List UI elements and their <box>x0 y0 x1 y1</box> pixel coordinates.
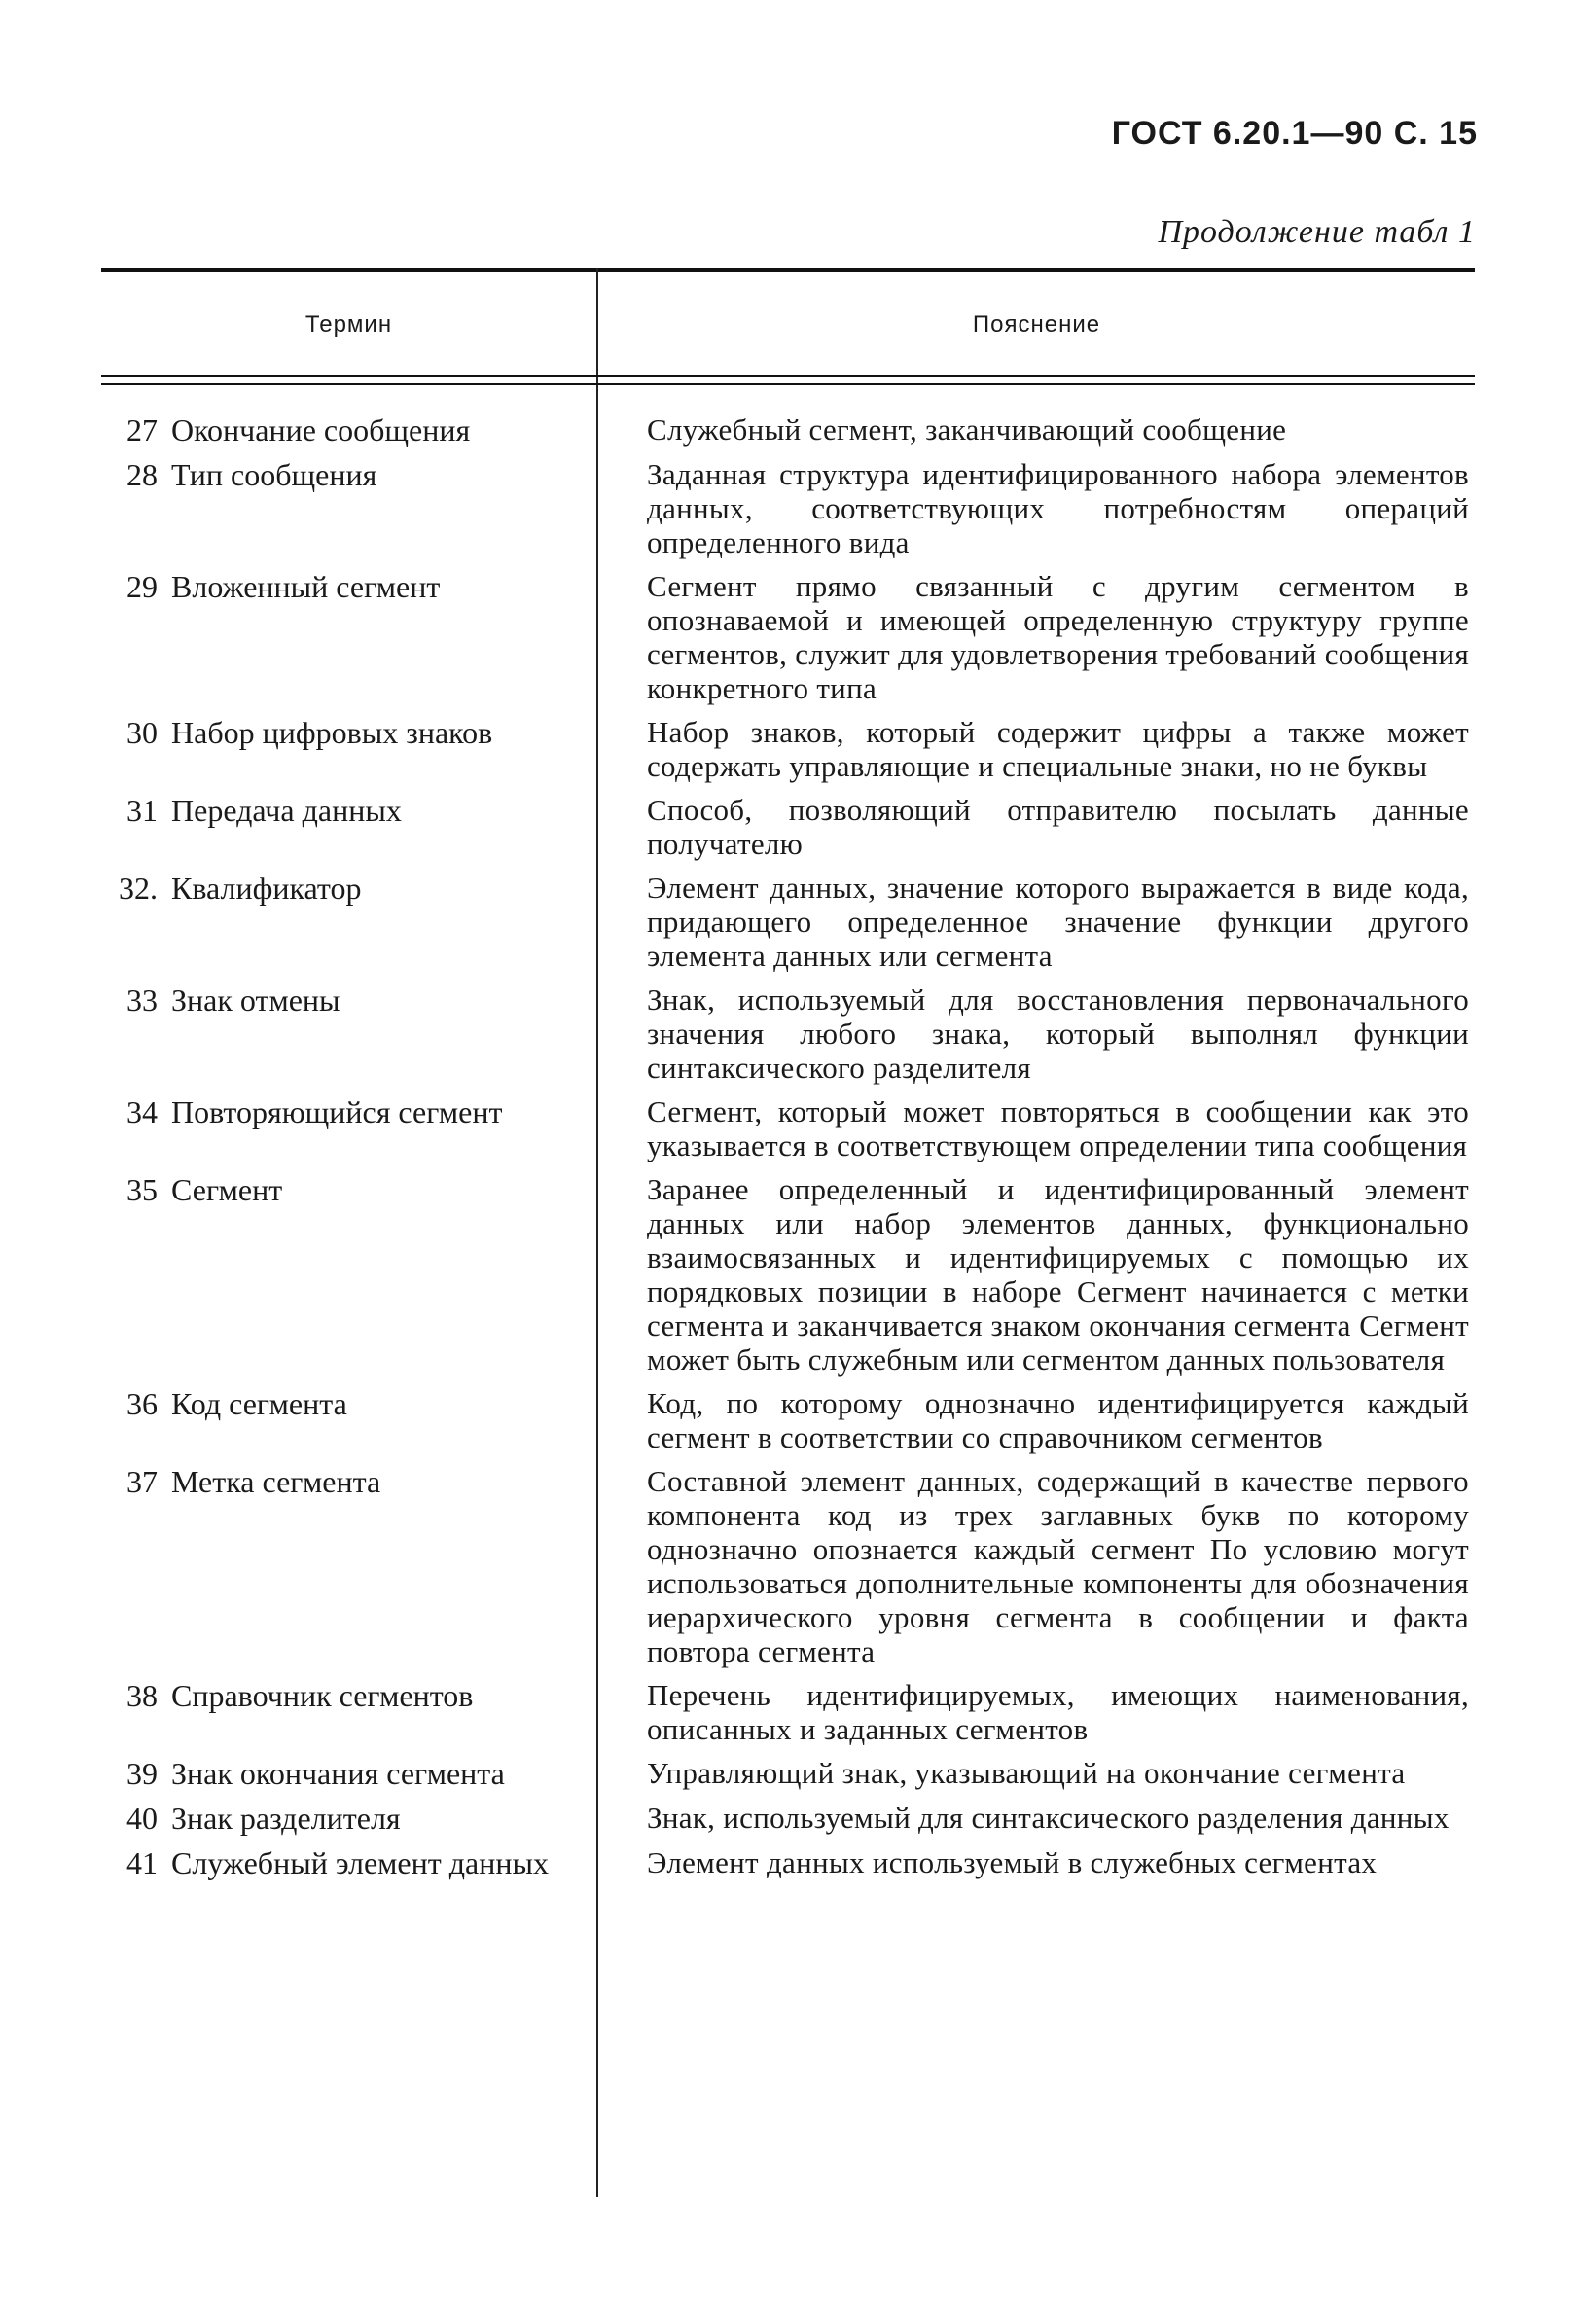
term-number: 30 <box>126 715 158 750</box>
term-number: 40 <box>126 1801 158 1836</box>
term-number: 33 <box>126 983 158 1018</box>
explanation-cell: Заранее определенный и идентифицированный элемент данных или набор элементов данных, функционально взаимосвязанных и идентифицируемых с помощью их порядковых позиции в наборе Сегмент начинается с метки сегмента и заканчивается знаком окончания сегмента Сегмент может быть служебным или сегментом данных пользователя <box>647 1172 1469 1377</box>
explanation-cell: Знак, используемый для восстановления первоначального значения любого знака, который выполнял функции синтаксического разделителя <box>647 983 1469 1085</box>
table-top-rule <box>101 268 1475 272</box>
term-cell <box>101 1464 596 1668</box>
explanation-cell: Составной элемент данных, содержащий в качестве первого компонента код из трех заглавных букв по которому однозначно опознается каждый сегмент По условию могут использоваться дополнительные компоненты для обозначения иерархического уровня сегмента в сообщении и факта повтора сегмента <box>647 1464 1469 1668</box>
term-number: 32. <box>119 871 158 906</box>
explanation-cell: Перечень идентифицируемых, имеющих наименования, описанных и заданных сегментов <box>647 1678 1469 1746</box>
explanation-cell: Способ, позволяющий отправителю посылать данные получателю <box>647 793 1469 861</box>
term-cell <box>101 1172 596 1377</box>
term-text: Набор цифровых знаков <box>171 715 493 750</box>
term-text: Знак окончания сегмента <box>171 1756 505 1791</box>
table-continuation-label: Продолжение табл 1 <box>1158 214 1476 250</box>
term-text: Тип сообщения <box>171 457 377 492</box>
term-number: 38 <box>126 1678 158 1713</box>
table-row <box>101 1678 1475 1746</box>
term-text: Окончание сообщения <box>171 412 471 447</box>
term-cell <box>101 1756 596 1791</box>
term-text: Повторяющийся сегмент <box>171 1094 503 1129</box>
table-body <box>101 412 1475 1890</box>
explanation-cell: Элемент данных используемый в служебных сегментах <box>647 1845 1378 1879</box>
terms-table <box>101 265 1475 2210</box>
table-row <box>101 1845 1475 1880</box>
explanation-cell: Элемент данных, значение которого выражается в виде кода, придающего определенное значение функции другого элемента данных или сегмента <box>647 871 1469 973</box>
term-number: 39 <box>126 1756 158 1791</box>
table-row <box>101 715 1475 783</box>
table-row <box>101 793 1475 861</box>
table-row <box>101 1172 1475 1377</box>
term-text: Метка сегмента <box>171 1464 381 1499</box>
term-number: 36 <box>126 1386 158 1421</box>
term-cell <box>101 1678 596 1746</box>
table-row <box>101 1464 1475 1668</box>
term-number: 37 <box>126 1464 158 1499</box>
term-cell <box>101 1845 596 1880</box>
table-row <box>101 569 1475 705</box>
term-cell <box>101 983 596 1085</box>
term-text: Справочник сегментов <box>171 1678 474 1713</box>
table-row <box>101 983 1475 1085</box>
term-number: 28 <box>126 457 158 492</box>
explanation-cell: Управляющий знак, указывающий на окончание сегмента <box>647 1756 1406 1790</box>
term-text: Квалификатор <box>171 871 362 906</box>
term-number: 41 <box>126 1845 158 1880</box>
table-row <box>101 1756 1475 1791</box>
header-rule <box>101 383 1475 385</box>
term-cell <box>101 793 596 861</box>
term-text: Служебный элемент данных <box>171 1845 549 1880</box>
table-row <box>101 1801 1475 1836</box>
term-text: Знак отмены <box>171 983 340 1018</box>
term-cell <box>101 412 596 447</box>
term-text: Сегмент <box>171 1172 283 1207</box>
explanation-cell: Знак, используемый для синтаксического разделения данных <box>647 1801 1450 1835</box>
term-cell <box>101 1094 596 1162</box>
explanation-cell: Заданная структура идентифицированного набора элементов данных, соответствующих потребностям операций определенного вида <box>647 457 1469 559</box>
table-row <box>101 457 1475 559</box>
header-rule <box>101 375 1475 377</box>
term-number: 27 <box>126 412 158 447</box>
term-text: Передача данных <box>171 793 402 828</box>
term-number: 29 <box>126 569 158 604</box>
term-cell <box>101 457 596 559</box>
table-row <box>101 1386 1475 1454</box>
column-header-term: Термин <box>304 311 393 338</box>
term-number: 35 <box>126 1172 158 1207</box>
term-text: Код сегмента <box>171 1386 347 1421</box>
term-text: Знак разделителя <box>171 1801 401 1836</box>
page-header: ГОСТ 6.20.1—90 С. 15 <box>1111 115 1478 152</box>
table-row <box>101 412 1475 447</box>
term-cell <box>101 715 596 783</box>
explanation-cell: Сегмент, который может повторяться в сообщении как это указывается в соответствующем определении типа сообщения <box>647 1094 1469 1162</box>
term-number: 34 <box>126 1094 158 1129</box>
term-cell <box>101 871 596 973</box>
explanation-cell: Сегмент прямо связанный с другим сегментом в опознаваемой и имеющей определенную структуру группе сегментов, служит для удовлетворения требований сообщения конкретного типа <box>647 569 1469 705</box>
term-cell <box>101 1801 596 1836</box>
term-cell <box>101 1386 596 1454</box>
term-number: 31 <box>126 793 158 828</box>
explanation-cell: Служебный сегмент, заканчивающий сообщение <box>647 412 1287 447</box>
table-row <box>101 871 1475 973</box>
term-text: Вложенный сегмент <box>171 569 441 604</box>
column-header-explanation: Пояснение <box>972 311 1101 338</box>
explanation-cell: Код, по которому однозначно идентифицируется каждый сегмент в соответствии со справочником сегментов <box>647 1386 1469 1454</box>
explanation-cell: Набор знаков, который содержит цифры а также может содержать управляющие и специальные знаки, но не буквы <box>647 715 1469 783</box>
term-cell <box>101 569 596 705</box>
table-row <box>101 1094 1475 1162</box>
